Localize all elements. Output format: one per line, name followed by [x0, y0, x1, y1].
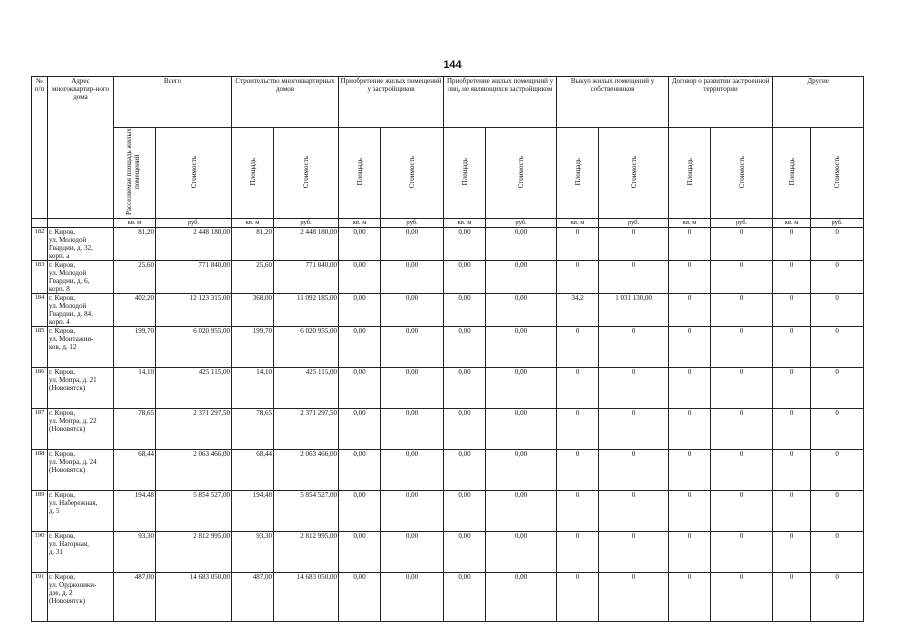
- header-group-buyout: Выкуп жилых помещений у собственников: [557, 77, 669, 128]
- cell-cost: 0,00: [486, 450, 557, 491]
- cell-area: 0,00: [339, 450, 381, 491]
- subheader-cell: [444, 128, 486, 219]
- subheader-cost: Стоимость: [408, 155, 417, 189]
- subheader-cost: Стоимость: [517, 155, 526, 189]
- address-line: корп. 8: [49, 285, 70, 293]
- cell-cost: 0: [599, 368, 669, 409]
- cell-cost: 0: [811, 491, 864, 532]
- address-line: г. Киров,: [49, 450, 76, 458]
- cell-cost: 0: [811, 532, 864, 573]
- address-line: Гвардии, д. 84,: [49, 310, 93, 318]
- cell-area: 14,10: [114, 368, 156, 409]
- cell-cost: 2 063 466,00: [156, 450, 232, 491]
- cell-cost: 0: [711, 491, 773, 532]
- cell-area: 0: [773, 491, 811, 532]
- address-line: ков, д. 12: [49, 343, 77, 351]
- address-line: дзе, д. 2: [49, 589, 73, 597]
- cell-cost: 0,00: [486, 409, 557, 450]
- subheader-cell: [557, 128, 599, 219]
- cell-area: 0: [773, 294, 811, 327]
- address-line: г. Киров,: [49, 532, 76, 540]
- subheader-cost: Стоимость: [302, 155, 311, 189]
- subheader-cost: Стоимость: [737, 155, 746, 189]
- cell-cost: 0: [811, 368, 864, 409]
- cell-cost: 0,00: [486, 261, 557, 294]
- address-line: г. Киров,: [49, 294, 76, 302]
- cell-area: 78,65: [114, 409, 156, 450]
- cell-cost: 1 031 130,00: [599, 294, 669, 327]
- subheader-cell: [486, 128, 557, 219]
- cell-area: 78,65: [232, 409, 274, 450]
- cell-area: 0: [773, 228, 811, 261]
- cell-area: 0: [669, 327, 711, 368]
- table-row: [32, 491, 864, 532]
- unit-rub: руб.: [274, 219, 339, 228]
- cell-area: 25,60: [232, 261, 274, 294]
- unit-empty: [32, 219, 48, 228]
- subheader-cell: [381, 128, 444, 219]
- cell-cost: 0,00: [486, 532, 557, 573]
- cell-area: 487,00: [232, 573, 274, 622]
- cell-cost: 0: [811, 573, 864, 622]
- table-row: [32, 228, 864, 261]
- cell-area: 487,00: [114, 573, 156, 622]
- cell-area: 199,70: [232, 327, 274, 368]
- row-address: [48, 368, 114, 409]
- row-address: [48, 261, 114, 294]
- address-line: г. Киров,: [49, 409, 76, 417]
- cell-area: 0: [669, 228, 711, 261]
- subheader-cell: [156, 128, 232, 219]
- cell-area: 0: [557, 327, 599, 368]
- cell-cost: 771 840,00: [156, 261, 232, 294]
- cell-area: 0: [669, 409, 711, 450]
- cell-area: 0,00: [444, 261, 486, 294]
- cell-area: 0: [669, 294, 711, 327]
- cell-area: 0: [669, 450, 711, 491]
- row-address: [48, 491, 114, 532]
- cell-cost: 0: [811, 450, 864, 491]
- cell-cost: 0,00: [486, 228, 557, 261]
- cell-cost: 0,00: [381, 491, 444, 532]
- address-line: ул. Мопра, д. 22: [49, 417, 97, 425]
- cell-area: 0,00: [444, 294, 486, 327]
- cell-area: 0: [557, 491, 599, 532]
- subheader-cell: [711, 128, 773, 219]
- cell-cost: 0,00: [381, 368, 444, 409]
- row-number: 184: [32, 294, 48, 327]
- cell-cost: 0: [711, 450, 773, 491]
- subheader-resettled-area: Расселяемая площадь жилых помещений: [124, 128, 141, 216]
- cell-cost: 5 854 527,00: [156, 491, 232, 532]
- subheader-area: Площадь: [355, 158, 364, 186]
- cell-cost: 2 812 995,00: [156, 532, 232, 573]
- table-row: [32, 409, 864, 450]
- cell-cost: 0: [811, 228, 864, 261]
- header-group-total: Всего: [114, 77, 232, 128]
- subheader-cell: [274, 128, 339, 219]
- cell-cost: 0: [599, 409, 669, 450]
- cell-area: 0: [773, 532, 811, 573]
- cell-area: 0,00: [339, 491, 381, 532]
- cell-area: 81,20: [114, 228, 156, 261]
- cell-cost: 0: [711, 532, 773, 573]
- cell-area: 0: [557, 228, 599, 261]
- cell-cost: 0: [599, 327, 669, 368]
- cell-area: 81,20: [232, 228, 274, 261]
- cell-area: 0: [557, 532, 599, 573]
- subheader-area: Площадь: [787, 158, 796, 186]
- unit-rub: руб.: [811, 219, 864, 228]
- row-number: 185: [32, 327, 48, 368]
- address-line: (Нововятск): [49, 597, 86, 605]
- unit-rub: руб.: [156, 219, 232, 228]
- unit-rub: руб.: [711, 219, 773, 228]
- unit-area: кв. м: [557, 219, 599, 228]
- cell-cost: 2 371 297,50: [156, 409, 232, 450]
- address-line: ул. Набережная,: [49, 499, 98, 507]
- cell-area: 368,00: [232, 294, 274, 327]
- row-number: 190: [32, 532, 48, 573]
- cell-area: 0,00: [444, 573, 486, 622]
- address-line: ул. Молодой: [49, 302, 87, 310]
- cell-area: 0: [557, 409, 599, 450]
- cell-area: 0,00: [339, 573, 381, 622]
- cell-area: 25,60: [114, 261, 156, 294]
- cell-area: 0: [669, 573, 711, 622]
- address-line: ул. Мопра, д. 21: [49, 376, 97, 384]
- row-number: 186: [32, 368, 48, 409]
- row-address: [48, 228, 114, 261]
- header-group-development: Договор о развитии застроенной территории: [669, 77, 773, 128]
- row-address: [48, 450, 114, 491]
- unit-area: кв. м: [444, 219, 486, 228]
- cell-cost: 0: [599, 491, 669, 532]
- cell-cost: 0: [711, 327, 773, 368]
- row-number: 182: [32, 228, 48, 261]
- cell-cost: 425 115,00: [156, 368, 232, 409]
- cell-area: 0: [773, 573, 811, 622]
- address-line: д. 31: [49, 548, 64, 556]
- row-number: 183: [32, 261, 48, 294]
- cell-cost: 0,00: [381, 327, 444, 368]
- cell-cost: 0: [711, 409, 773, 450]
- cell-cost: 2 812 995,00: [274, 532, 339, 573]
- row-number: 189: [32, 491, 48, 532]
- cell-area: 68,44: [232, 450, 274, 491]
- address-line: г. Киров,: [49, 327, 76, 335]
- page-number: 144: [443, 59, 462, 71]
- cell-area: 199,70: [114, 327, 156, 368]
- header-address: Адрес многоквартир-ного дома: [48, 77, 114, 219]
- cell-cost: 14 683 050,00: [156, 573, 232, 622]
- table-row: [32, 327, 864, 368]
- table-row: [32, 450, 864, 491]
- address-line: ул. Молодой: [49, 269, 87, 277]
- address-line: (Нововятск): [49, 466, 86, 474]
- subheader-cell: [339, 128, 381, 219]
- row-address: [48, 409, 114, 450]
- cell-area: 0,00: [339, 261, 381, 294]
- address-line: Гвардии, д. 32,: [49, 244, 93, 252]
- cell-area: 194,48: [232, 491, 274, 532]
- cell-cost: 0,00: [381, 294, 444, 327]
- subheader-cost: Стоимость: [833, 155, 842, 189]
- subheader-area: Площадь: [248, 158, 257, 186]
- address-line: Гвардии, д. 6,: [49, 277, 90, 285]
- address-line: г. Киров,: [49, 491, 76, 499]
- cell-cost: 6 020 955,00: [274, 327, 339, 368]
- row-address: [48, 532, 114, 573]
- cell-cost: 2 448 180,00: [274, 228, 339, 261]
- subheader-cell: [669, 128, 711, 219]
- address-line: ул. Нагорная,: [49, 540, 89, 548]
- cell-area: 0: [557, 573, 599, 622]
- cell-area: 0: [557, 368, 599, 409]
- cell-area: 0,00: [444, 327, 486, 368]
- cell-cost: 0: [711, 261, 773, 294]
- cell-cost: 14 683 050,00: [274, 573, 339, 622]
- subheader-cell: [232, 128, 274, 219]
- cell-cost: 0,00: [486, 491, 557, 532]
- cell-cost: 12 123 315,00: [156, 294, 232, 327]
- cell-area: 0: [773, 327, 811, 368]
- cell-area: 34,2: [557, 294, 599, 327]
- unit-area: кв. м: [669, 219, 711, 228]
- subheader-cell: [773, 128, 811, 219]
- subheader-cost: Стоимость: [629, 155, 638, 189]
- cell-area: 0: [669, 491, 711, 532]
- unit-rub: руб.: [486, 219, 557, 228]
- header-group-developer: Приобретение жилых помещений у застройщиков: [339, 77, 444, 128]
- cell-cost: 0: [599, 261, 669, 294]
- cell-area: 0,00: [339, 409, 381, 450]
- address-line: корп. а: [49, 252, 70, 260]
- cell-cost: 771 840,00: [274, 261, 339, 294]
- cell-area: 0,00: [444, 532, 486, 573]
- row-number: 187: [32, 409, 48, 450]
- cell-area: 0,00: [444, 491, 486, 532]
- cell-area: 0: [773, 261, 811, 294]
- row-address: [48, 573, 114, 622]
- unit-area: кв. м: [339, 219, 381, 228]
- cell-area: 0: [773, 450, 811, 491]
- cell-area: 0: [669, 532, 711, 573]
- row-number: 188: [32, 450, 48, 491]
- cell-cost: 0,00: [381, 409, 444, 450]
- cell-cost: 11 092 185,00: [274, 294, 339, 327]
- cell-cost: 0,00: [381, 573, 444, 622]
- cell-cost: 425 115,00: [274, 368, 339, 409]
- cell-area: 0: [669, 368, 711, 409]
- address-line: ул. Монтажни-: [49, 335, 94, 343]
- cell-cost: 0,00: [486, 294, 557, 327]
- address-line: ул. Орджоники-: [49, 581, 97, 589]
- header-group-construction: Строительство многоквартирных домов: [232, 77, 339, 128]
- cell-area: 93,30: [114, 532, 156, 573]
- cell-area: 0: [773, 368, 811, 409]
- header-group-non-developer: Приобретение жилых помещений у лиц, не являющихся застройщиком: [444, 77, 557, 128]
- cell-cost: 0: [811, 409, 864, 450]
- cell-cost: 0: [599, 573, 669, 622]
- cell-area: 0,00: [444, 368, 486, 409]
- address-line: г. Киров,: [49, 368, 76, 376]
- cell-area: 402,20: [114, 294, 156, 327]
- subheader-area: Площадь: [685, 158, 694, 186]
- cell-cost: 2 448 180,00: [156, 228, 232, 261]
- row-address: [48, 294, 114, 327]
- address-line: г. Киров,: [49, 573, 76, 581]
- table-row: [32, 573, 864, 622]
- address-line: д. 5: [49, 507, 60, 515]
- cell-area: 194,48: [114, 491, 156, 532]
- subheader-cell: [599, 128, 669, 219]
- resettlement-table: [31, 76, 864, 622]
- cell-cost: 5 854 527,00: [274, 491, 339, 532]
- subheader-area: Площадь: [573, 158, 582, 186]
- address-line: г. Киров,: [49, 261, 76, 269]
- cell-area: 0: [557, 261, 599, 294]
- row-address: [48, 327, 114, 368]
- cell-cost: 0: [599, 532, 669, 573]
- cell-area: 0,00: [444, 409, 486, 450]
- cell-area: 14,10: [232, 368, 274, 409]
- cell-area: 0,00: [444, 228, 486, 261]
- cell-area: 93,30: [232, 532, 274, 573]
- address-line: (Нововятск): [49, 384, 86, 392]
- cell-cost: 0,00: [381, 532, 444, 573]
- unit-rub: руб.: [599, 219, 669, 228]
- cell-area: 68,44: [114, 450, 156, 491]
- cell-area: 0,00: [339, 368, 381, 409]
- cell-area: 0: [557, 450, 599, 491]
- subheader-cost: Стоимость: [189, 155, 198, 189]
- cell-area: 0,00: [339, 532, 381, 573]
- subheader-area: Площадь: [460, 158, 469, 186]
- cell-cost: 0: [711, 368, 773, 409]
- unit-area: кв. м: [114, 219, 156, 228]
- table-row: [32, 532, 864, 573]
- address-line: г. Киров,: [49, 228, 76, 236]
- cell-cost: 0,00: [381, 450, 444, 491]
- cell-area: 0,00: [339, 228, 381, 261]
- table-row: [32, 294, 864, 327]
- cell-cost: 0,00: [486, 327, 557, 368]
- subheader-cell: [811, 128, 864, 219]
- address-line: (Нововятск): [49, 425, 86, 433]
- cell-cost: 6 020 955,00: [156, 327, 232, 368]
- cell-cost: 0: [711, 228, 773, 261]
- cell-area: 0: [669, 261, 711, 294]
- address-line: корп. 4: [49, 318, 70, 326]
- row-number: 191: [32, 573, 48, 622]
- address-line: ул. Мопра, д. 24: [49, 458, 97, 466]
- cell-area: 0: [773, 409, 811, 450]
- address-line: ул. Молодой: [49, 236, 87, 244]
- unit-rub: руб.: [381, 219, 444, 228]
- unit-area: кв. м: [232, 219, 274, 228]
- cell-cost: 2 371 297,50: [274, 409, 339, 450]
- unit-area: кв. м: [773, 219, 811, 228]
- header-num: № п/п: [32, 77, 48, 219]
- cell-cost: 0: [811, 261, 864, 294]
- cell-cost: 0: [711, 294, 773, 327]
- cell-cost: 0: [811, 327, 864, 368]
- cell-cost: 0,00: [381, 261, 444, 294]
- cell-cost: 2 063 466,00: [274, 450, 339, 491]
- subheader-cell: [114, 128, 156, 219]
- unit-empty: [48, 219, 114, 228]
- cell-cost: 0: [711, 573, 773, 622]
- table-row: [32, 368, 864, 409]
- header-group-other: Другие: [773, 77, 864, 128]
- cell-cost: 0: [599, 450, 669, 491]
- cell-cost: 0,00: [486, 573, 557, 622]
- cell-area: 0,00: [339, 327, 381, 368]
- cell-area: 0,00: [444, 450, 486, 491]
- table-row: [32, 261, 864, 294]
- cell-cost: 0: [599, 228, 669, 261]
- cell-cost: 0,00: [381, 228, 444, 261]
- cell-cost: 0,00: [486, 368, 557, 409]
- cell-area: 0,00: [339, 294, 381, 327]
- cell-cost: 0: [811, 294, 864, 327]
